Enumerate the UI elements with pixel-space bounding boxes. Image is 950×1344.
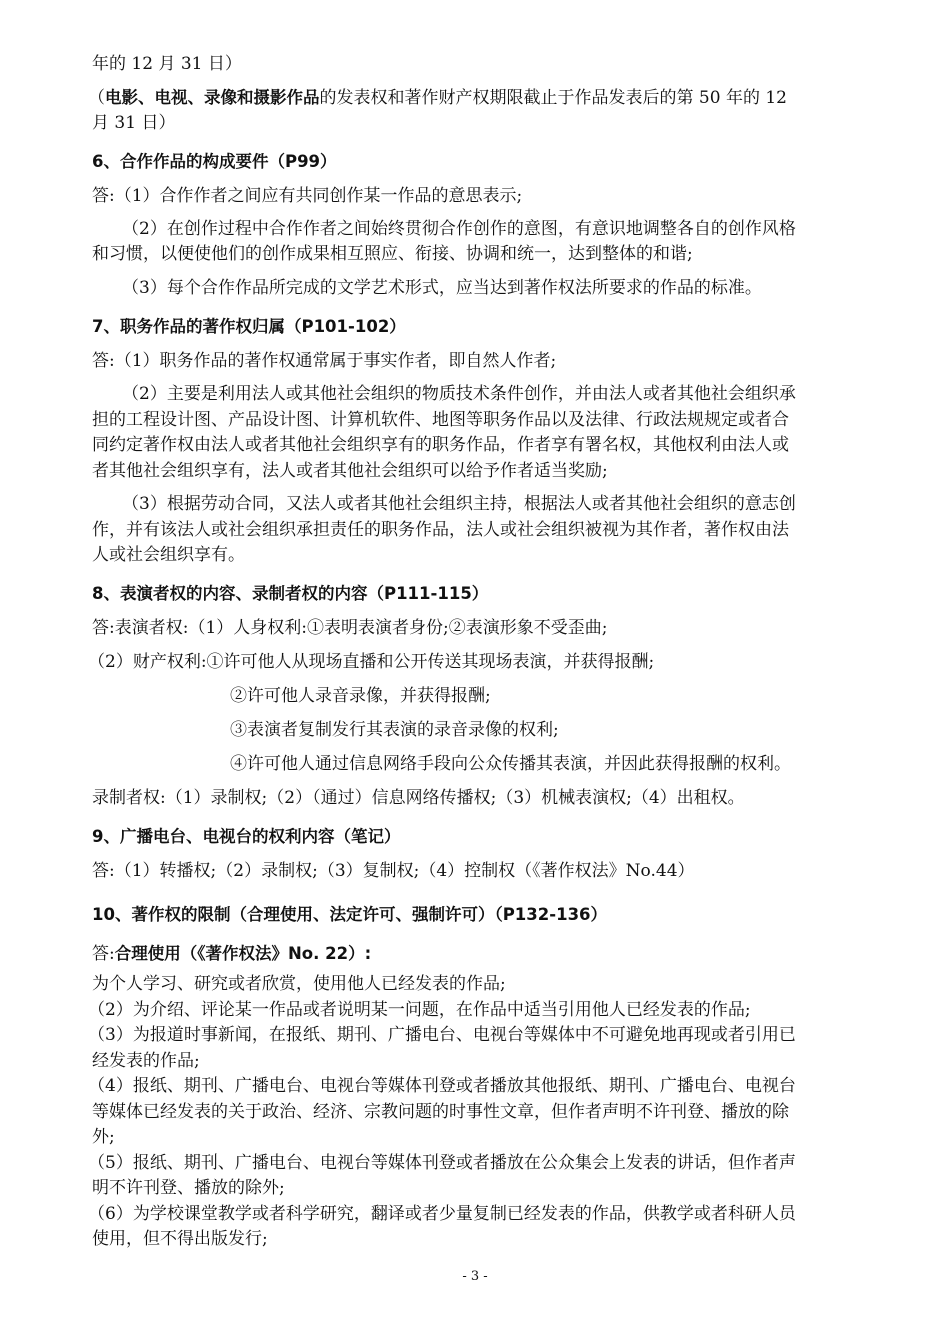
text-line: （3）为报道时事新闻，在报纸、期刊、广播电台、电视台等媒体中不可避免地再现或者引用已 — [88, 1025, 796, 1045]
text-line: （电影、电视、录像和摄影作品的发表权和著作财产权期限截止于作品发表后的第 50 年的 12 — [88, 88, 787, 108]
text-line: 经发表的作品; — [92, 1051, 200, 1071]
text-line: 答:表演者权:（1）人身权利:①表明表演者身份;②表演形象不受歪曲; — [92, 618, 608, 638]
text-line: 担的工程设计图、产品设计图、计算机软件、地图等职务作品以及法律、行政法规规定或者合 — [92, 410, 789, 430]
text-line: 答:（1）转播权;（2）录制权;（3）复制权;（4）控制权（《著作权法》No.44） — [92, 861, 695, 881]
text-line: ②许可他人录音录像，并获得报酬; — [230, 686, 491, 706]
text-line: 答:（1）合作作者之间应有共同创作某一作品的意思表示; — [92, 186, 523, 206]
text-line: （2）主要是利用法人或其他社会组织的物质技术条件创作，并由法人或者其他社会组织承 — [122, 384, 796, 404]
text-line: 答:（1）职务作品的著作权通常属于事实作者，即自然人作者; — [92, 351, 557, 371]
text-line: 者其他社会组织享有，法人或者其他社会组织可以给予作者适当奖励; — [92, 461, 608, 481]
bold-phrase: 合理使用（《著作权法》No. 22）: — [114, 944, 372, 963]
text-line: （2）为介绍、评论某一作品或者说明某一问题，在作品中适当引用他人已经发表的作品; — [88, 1000, 751, 1020]
text-line: ④许可他人通过信息网络手段向公众传播其表演，并因此获得报酬的权利。 — [230, 754, 791, 774]
text-line: （6）为学校课堂教学或者科学研究，翻译或者少量复制已经发表的作品，供教学或者科研人员 — [88, 1204, 796, 1224]
section-heading-6: 6、合作作品的构成要件（P99） — [92, 152, 337, 171]
text-line: 使用，但不得出版发行; — [92, 1229, 268, 1249]
text-line: （2）财产权利:①许可他人从现场直播和公开传送其现场表演，并获得报酬; — [88, 652, 655, 672]
section-heading-9: 9、广播电台、电视台的权利内容（笔记） — [92, 827, 401, 846]
text-line: 明不许刊登、播放的除外; — [92, 1178, 285, 1198]
bold-phrase: 电影、电视、录像和摄影作品 — [105, 88, 320, 107]
text-line: 答:合理使用（《著作权法》No. 22）: — [92, 944, 372, 964]
text-line: 录制者权:（1）录制权;（2）（通过）信息网络传播权;（3）机械表演权;（4）出租权。 — [92, 788, 745, 808]
text-line: 作，并有该法人或社会组织承担责任的职务作品，法人或社会组织被视为其作者，著作权由法 — [92, 520, 789, 540]
text-line: （2）在创作过程中合作作者之间始终贯彻合作创作的意图，有意识地调整各自的创作风格 — [122, 219, 796, 239]
text-line: （5）报纸、期刊、广播电台、电视台等媒体刊登或者播放在公众集会上发表的讲话，但作者声 — [88, 1153, 796, 1173]
text-line: （3）每个合作作品所完成的文学艺术形式，应当达到著作权法所要求的作品的标准。 — [122, 278, 762, 298]
section-heading-7: 7、职务作品的著作权归属（P101-102） — [92, 317, 406, 336]
text-line: 年的 12 月 31 日） — [92, 54, 242, 74]
text-line: ③表演者复制发行其表演的录音录像的权利; — [230, 720, 559, 740]
text-line: 外; — [92, 1127, 115, 1147]
text-line: 同约定著作权由法人或者其他社会组织享有的职务作品，作者享有署名权，其他权利由法人或 — [92, 435, 789, 455]
text-line: （4）报纸、期刊、广播电台、电视台等媒体刊登或者播放其他报纸、期刊、广播电台、电视台 — [88, 1076, 796, 1096]
text-line: 人或社会组织享有。 — [92, 545, 245, 565]
text-line: 等媒体已经发表的关于政治、经济、宗教问题的时事性文章，但作者声明不许刊登、播放的除 — [92, 1102, 789, 1122]
section-heading-10: 10、著作权的限制（合理使用、法定许可、强制许可）（P132-136） — [92, 905, 608, 924]
section-heading-8: 8、表演者权的内容、录制者权的内容（P111-115） — [92, 584, 489, 603]
text-line: 和习惯，以便使他们的创作成果相互照应、衔接、协调和统一，达到整体的和谐; — [92, 244, 693, 264]
page-number: - 3 - — [462, 1269, 488, 1284]
text-line: 为个人学习、研究或者欣赏，使用他人已经发表的作品; — [92, 974, 506, 994]
text-line: （3）根据劳动合同，又法人或者其他社会组织主持，根据法人或者其他社会组织的意志创 — [122, 494, 796, 514]
text-line: 月 31 日） — [92, 113, 176, 133]
